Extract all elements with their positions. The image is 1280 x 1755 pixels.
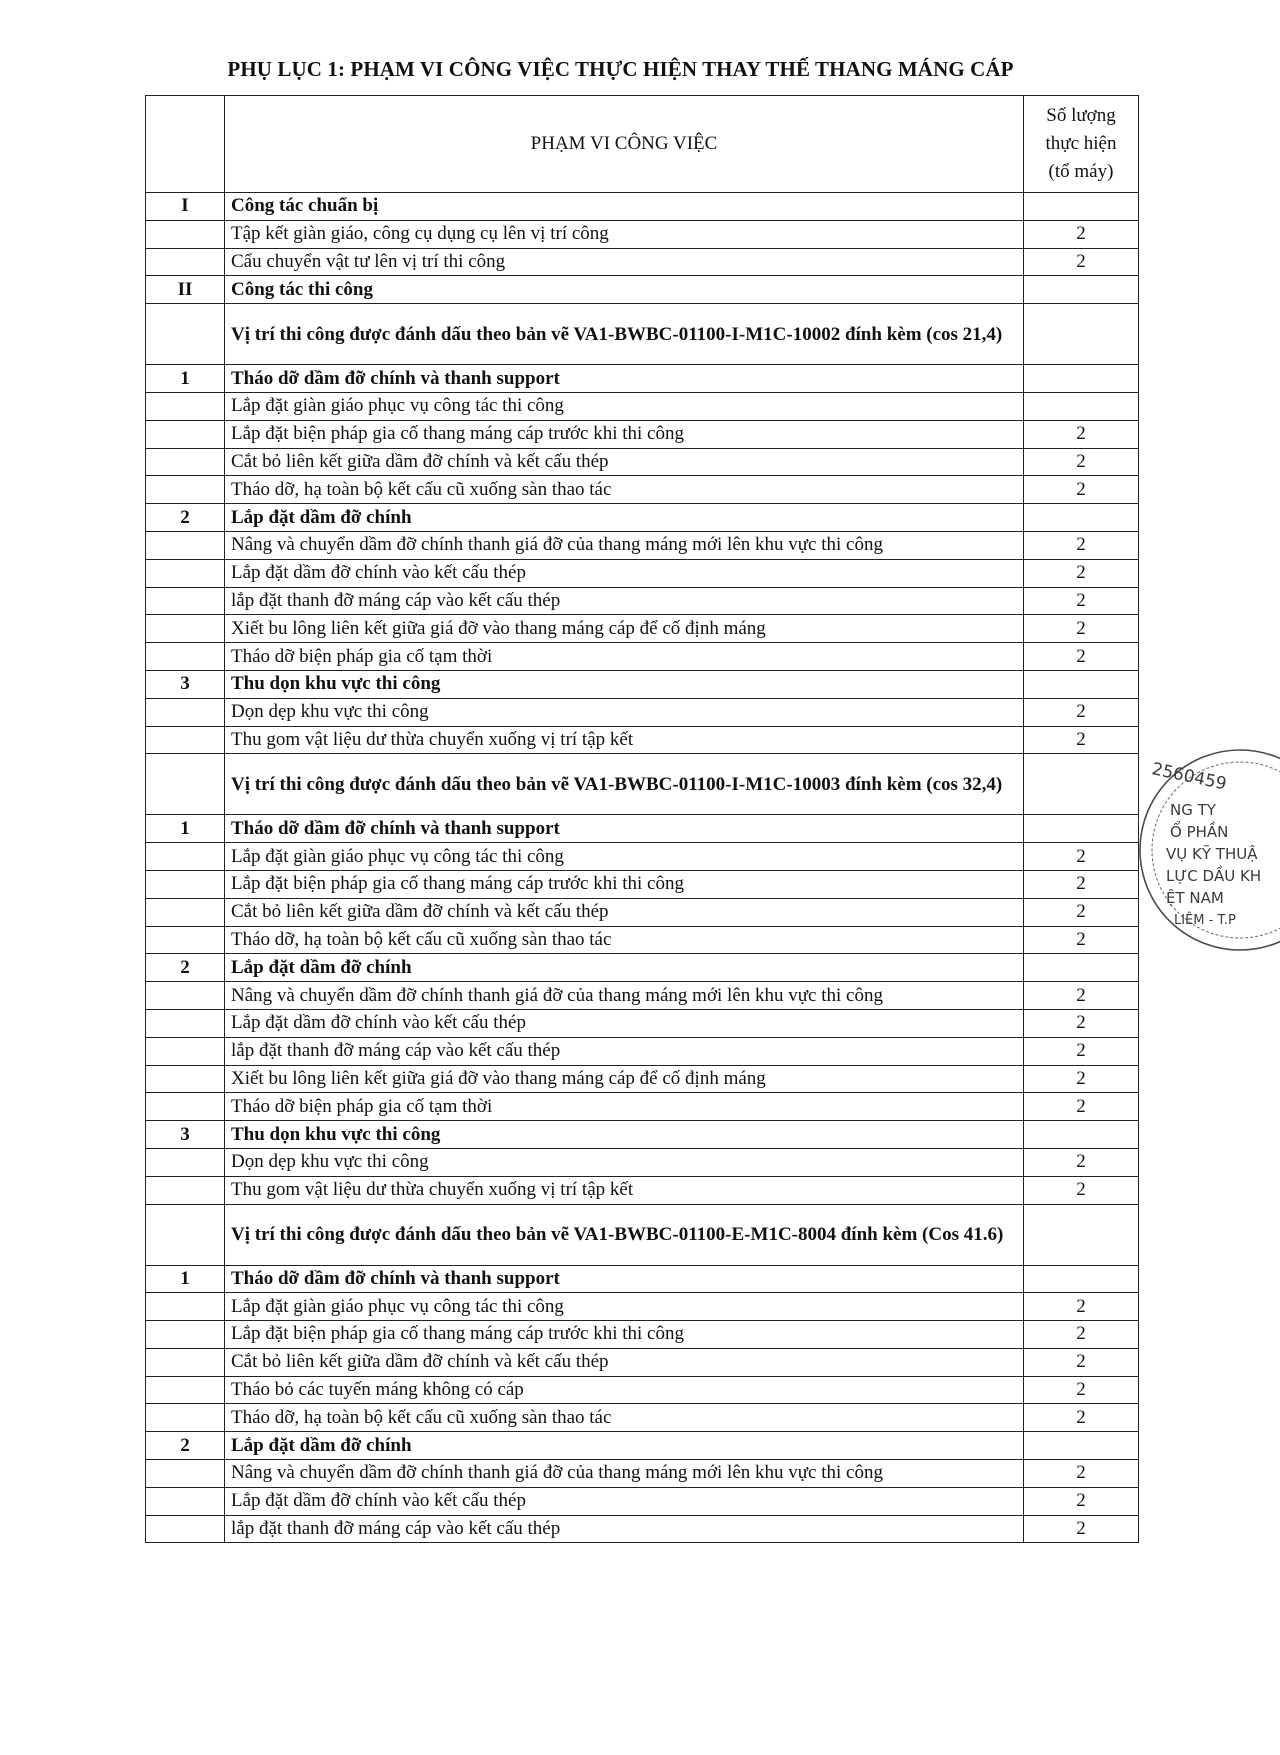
stamp-line: LỰC DẦU KH [1166, 867, 1262, 885]
row-description: Lắp đặt giàn giáo phục vụ công tác thi công [225, 392, 1024, 420]
row-number [146, 726, 225, 754]
row-quantity: 2 [1024, 248, 1139, 276]
row-quantity [1024, 1432, 1139, 1460]
row-number [146, 392, 225, 420]
table-row [146, 587, 1139, 615]
row-quantity: 2 [1024, 843, 1139, 871]
group-row [146, 815, 1139, 843]
row-description: Cắt bỏ liên kết giữa dầm đỡ chính và kết cấu thép [225, 448, 1024, 476]
table-row [146, 1321, 1139, 1349]
row-quantity [1024, 392, 1139, 420]
row-number [146, 1176, 225, 1204]
row-description: Tháo bỏ các tuyến máng không có cáp [225, 1376, 1024, 1404]
scope-table-body [146, 193, 1139, 1543]
row-number [146, 898, 225, 926]
row-number [146, 1009, 225, 1037]
row-quantity: 2 [1024, 698, 1139, 726]
row-quantity [1024, 1121, 1139, 1149]
row-quantity [1024, 504, 1139, 532]
table-row [146, 392, 1139, 420]
row-description: Tháo dỡ dầm đỡ chính và thanh support [225, 1265, 1024, 1293]
group-row [146, 504, 1139, 532]
row-quantity: 2 [1024, 1093, 1139, 1121]
scope-table [145, 95, 1139, 1543]
row-quantity: 2 [1024, 726, 1139, 754]
row-number [146, 1321, 225, 1349]
row-number [146, 1065, 225, 1093]
stamp-number: 2560459 [1149, 759, 1229, 795]
row-number [146, 248, 225, 276]
row-number [146, 1037, 225, 1065]
row-description: Nâng và chuyển dầm đỡ chính thanh giá đỡ của thang máng mới lên khu vực thi công [225, 1460, 1024, 1488]
row-description: Tháo dỡ biện pháp gia cố tạm thời [225, 643, 1024, 671]
header-qty-line3: (tổ máy) [1048, 161, 1114, 182]
table-row [146, 220, 1139, 248]
row-description: Lắp đặt giàn giáo phục vụ công tác thi công [225, 843, 1024, 871]
row-quantity: 2 [1024, 1176, 1139, 1204]
table-row [146, 559, 1139, 587]
row-description: Dọn dẹp khu vực thi công [225, 698, 1024, 726]
table-row [146, 843, 1139, 871]
row-description: Vị trí thi công được đánh dấu theo bản vẽ VA1-BWBC-01100-I-M1C-10002 đính kèm (cos 21,4) [225, 304, 1024, 365]
row-number: 2 [146, 504, 225, 532]
row-description: Lắp đặt dầm đỡ chính vào kết cấu thép [225, 559, 1024, 587]
row-number [146, 754, 225, 815]
table-row [146, 248, 1139, 276]
header-scope: PHẠM VI CÔNG VIỆC [225, 96, 1024, 193]
row-quantity [1024, 815, 1139, 843]
table-row [146, 1404, 1139, 1432]
row-description: Thu gom vật liệu dư thừa chuyển xuống vị trí tập kết [225, 726, 1024, 754]
row-description: Xiết bu lông liên kết giữa giá đỡ vào thang máng cáp để cố định máng [225, 1065, 1024, 1093]
stamp-line: LIÊM - T.P [1174, 913, 1236, 928]
row-number [146, 870, 225, 898]
table-row [146, 1093, 1139, 1121]
row-number: II [146, 276, 225, 304]
row-description: Lắp đặt dầm đỡ chính [225, 1432, 1024, 1460]
section-row [146, 276, 1139, 304]
group-row [146, 954, 1139, 982]
row-number [146, 1093, 225, 1121]
row-quantity [1024, 365, 1139, 393]
row-number [146, 1204, 225, 1265]
row-quantity [1024, 276, 1139, 304]
header-qty-line1: Số lượng [1046, 105, 1116, 126]
table-row [146, 1148, 1139, 1176]
table-row [146, 1515, 1139, 1543]
row-number [146, 220, 225, 248]
row-quantity: 2 [1024, 1515, 1139, 1543]
row-description: Thu gom vật liệu dư thừa chuyển xuống vị trí tập kết [225, 1176, 1024, 1204]
location-row [146, 754, 1139, 815]
row-description: Lắp đặt biện pháp gia cố thang máng cáp trước khi thi công [225, 420, 1024, 448]
row-quantity: 2 [1024, 1065, 1139, 1093]
row-number: 2 [146, 1432, 225, 1460]
group-row [146, 1121, 1139, 1149]
row-description: lắp đặt thanh đỡ máng cáp vào kết cấu thép [225, 1037, 1024, 1065]
row-number [146, 587, 225, 615]
row-quantity [1024, 670, 1139, 698]
row-number: 3 [146, 1121, 225, 1149]
table-row [146, 420, 1139, 448]
row-number [146, 698, 225, 726]
row-description: Thu dọn khu vực thi công [225, 670, 1024, 698]
row-quantity: 2 [1024, 1009, 1139, 1037]
row-number [146, 1376, 225, 1404]
location-row [146, 1204, 1139, 1265]
row-number [146, 420, 225, 448]
row-description: Tháo dỡ, hạ toàn bộ kết cấu cũ xuống sàn thao tác [225, 476, 1024, 504]
section-row [146, 193, 1139, 221]
table-row [146, 982, 1139, 1010]
row-quantity: 2 [1024, 476, 1139, 504]
row-quantity: 2 [1024, 1293, 1139, 1321]
row-number [146, 926, 225, 954]
row-quantity: 2 [1024, 1460, 1139, 1488]
row-number [146, 982, 225, 1010]
stamp-line: NG TY [1170, 801, 1216, 819]
table-row [146, 1176, 1139, 1204]
row-description: Lắp đặt dầm đỡ chính [225, 504, 1024, 532]
row-description: Lắp đặt biện pháp gia cố thang máng cáp trước khi thi công [225, 1321, 1024, 1349]
row-description: Công tác thi công [225, 276, 1024, 304]
table-row [146, 1348, 1139, 1376]
row-description: Cẩu chuyển vật tư lên vị trí thi công [225, 248, 1024, 276]
group-row [146, 1432, 1139, 1460]
row-description: Dọn dẹp khu vực thi công [225, 1148, 1024, 1176]
header-no [146, 96, 225, 193]
row-quantity: 2 [1024, 1037, 1139, 1065]
table-row [146, 531, 1139, 559]
row-quantity [1024, 754, 1139, 815]
row-description: Lắp đặt giàn giáo phục vụ công tác thi công [225, 1293, 1024, 1321]
row-quantity: 2 [1024, 1487, 1139, 1515]
group-row [146, 670, 1139, 698]
table-header-row [146, 96, 1139, 193]
table-row [146, 448, 1139, 476]
row-number [146, 1404, 225, 1432]
row-quantity: 2 [1024, 448, 1139, 476]
row-quantity [1024, 1204, 1139, 1265]
row-description: Công tác chuẩn bị [225, 193, 1024, 221]
stamp-line: Ổ PHẦN [1170, 823, 1229, 841]
row-description: Tháo dỡ, hạ toàn bộ kết cấu cũ xuống sàn thao tác [225, 1404, 1024, 1432]
row-quantity: 2 [1024, 898, 1139, 926]
row-description: Lắp đặt dầm đỡ chính [225, 954, 1024, 982]
row-quantity: 2 [1024, 420, 1139, 448]
row-number [146, 1148, 225, 1176]
row-quantity: 2 [1024, 615, 1139, 643]
row-number [146, 476, 225, 504]
row-number: 1 [146, 815, 225, 843]
row-number [146, 843, 225, 871]
row-number [146, 1487, 225, 1515]
group-row [146, 365, 1139, 393]
table-row [146, 1037, 1139, 1065]
row-quantity: 2 [1024, 870, 1139, 898]
table-row [146, 898, 1139, 926]
row-quantity: 2 [1024, 1404, 1139, 1432]
stamp-line: ỆT NAM [1166, 889, 1224, 907]
group-row [146, 1265, 1139, 1293]
row-quantity: 2 [1024, 1376, 1139, 1404]
row-quantity: 2 [1024, 926, 1139, 954]
row-number: 1 [146, 1265, 225, 1293]
header-quantity [1024, 96, 1139, 193]
row-number [146, 531, 225, 559]
table-row [146, 1487, 1139, 1515]
row-number [146, 1348, 225, 1376]
row-description: Tháo dỡ, hạ toàn bộ kết cấu cũ xuống sàn thao tác [225, 926, 1024, 954]
table-row [146, 1009, 1139, 1037]
row-description: Tháo dỡ biện pháp gia cố tạm thời [225, 1093, 1024, 1121]
table-row [146, 1065, 1139, 1093]
table-row [146, 476, 1139, 504]
row-description: Tập kết giàn giáo, công cụ dụng cụ lên vị trí công [225, 220, 1024, 248]
header-qty-line2: thực hiện [1045, 133, 1117, 154]
row-number [146, 559, 225, 587]
row-description: Lắp đặt biện pháp gia cố thang máng cáp trước khi thi công [225, 870, 1024, 898]
row-description: Thu dọn khu vực thi công [225, 1121, 1024, 1149]
table-row [146, 870, 1139, 898]
row-quantity: 2 [1024, 1148, 1139, 1176]
row-description: Nâng và chuyển dầm đỡ chính thanh giá đỡ của thang máng mới lên khu vực thi công [225, 982, 1024, 1010]
row-description: Tháo dỡ dầm đỡ chính và thanh support [225, 365, 1024, 393]
table-row [146, 1293, 1139, 1321]
table-row [146, 1460, 1139, 1488]
row-description: lắp đặt thanh đỡ máng cáp vào kết cấu thép [225, 1515, 1024, 1543]
row-number [146, 615, 225, 643]
row-quantity: 2 [1024, 559, 1139, 587]
row-description: Lắp đặt dầm đỡ chính vào kết cấu thép [225, 1487, 1024, 1515]
table-row [146, 726, 1139, 754]
table-row [146, 698, 1139, 726]
row-description: Vị trí thi công được đánh dấu theo bản vẽ VA1-BWBC-01100-I-M1C-10003 đính kèm (cos 32,4) [225, 754, 1024, 815]
row-number: 1 [146, 365, 225, 393]
row-description: Lắp đặt dầm đỡ chính vào kết cấu thép [225, 1009, 1024, 1037]
row-description: Tháo dỡ dầm đỡ chính và thanh support [225, 815, 1024, 843]
row-number: 2 [146, 954, 225, 982]
row-quantity: 2 [1024, 531, 1139, 559]
row-quantity: 2 [1024, 220, 1139, 248]
location-row [146, 304, 1139, 365]
row-quantity [1024, 1265, 1139, 1293]
stamp-line: VỤ KỸ THUẬ [1166, 845, 1258, 863]
table-row [146, 643, 1139, 671]
row-quantity: 2 [1024, 1348, 1139, 1376]
row-description: Nâng và chuyển dầm đỡ chính thanh giá đỡ của thang máng mới lên khu vực thi công [225, 531, 1024, 559]
table-row [146, 615, 1139, 643]
row-quantity: 2 [1024, 643, 1139, 671]
row-number [146, 1460, 225, 1488]
row-number [146, 448, 225, 476]
row-number [146, 1515, 225, 1543]
row-number [146, 1293, 225, 1321]
row-number [146, 643, 225, 671]
row-number: I [146, 193, 225, 221]
table-row [146, 926, 1139, 954]
table-row [146, 1376, 1139, 1404]
row-number: 3 [146, 670, 225, 698]
row-number [146, 304, 225, 365]
row-quantity: 2 [1024, 982, 1139, 1010]
row-description: Vị trí thi công được đánh dấu theo bản vẽ VA1-BWBC-01100-E-M1C-8004 đính kèm (Cos 41.6) [225, 1204, 1024, 1265]
page-title: PHỤ LỤC 1: PHẠM VI CÔNG VIỆC THỰC HIỆN THAY THẾ THANG MÁNG CÁP [227, 57, 1014, 81]
row-quantity: 2 [1024, 587, 1139, 615]
company-stamp [1130, 735, 1280, 965]
row-description: lắp đặt thanh đỡ máng cáp vào kết cấu thép [225, 587, 1024, 615]
row-description: Cắt bỏ liên kết giữa dầm đỡ chính và kết cấu thép [225, 898, 1024, 926]
row-quantity [1024, 954, 1139, 982]
row-description: Cắt bỏ liên kết giữa dầm đỡ chính và kết cấu thép [225, 1348, 1024, 1376]
row-description: Xiết bu lông liên kết giữa giá đỡ vào thang máng cáp để cố định máng [225, 615, 1024, 643]
row-quantity [1024, 193, 1139, 221]
row-quantity [1024, 304, 1139, 365]
row-quantity: 2 [1024, 1321, 1139, 1349]
